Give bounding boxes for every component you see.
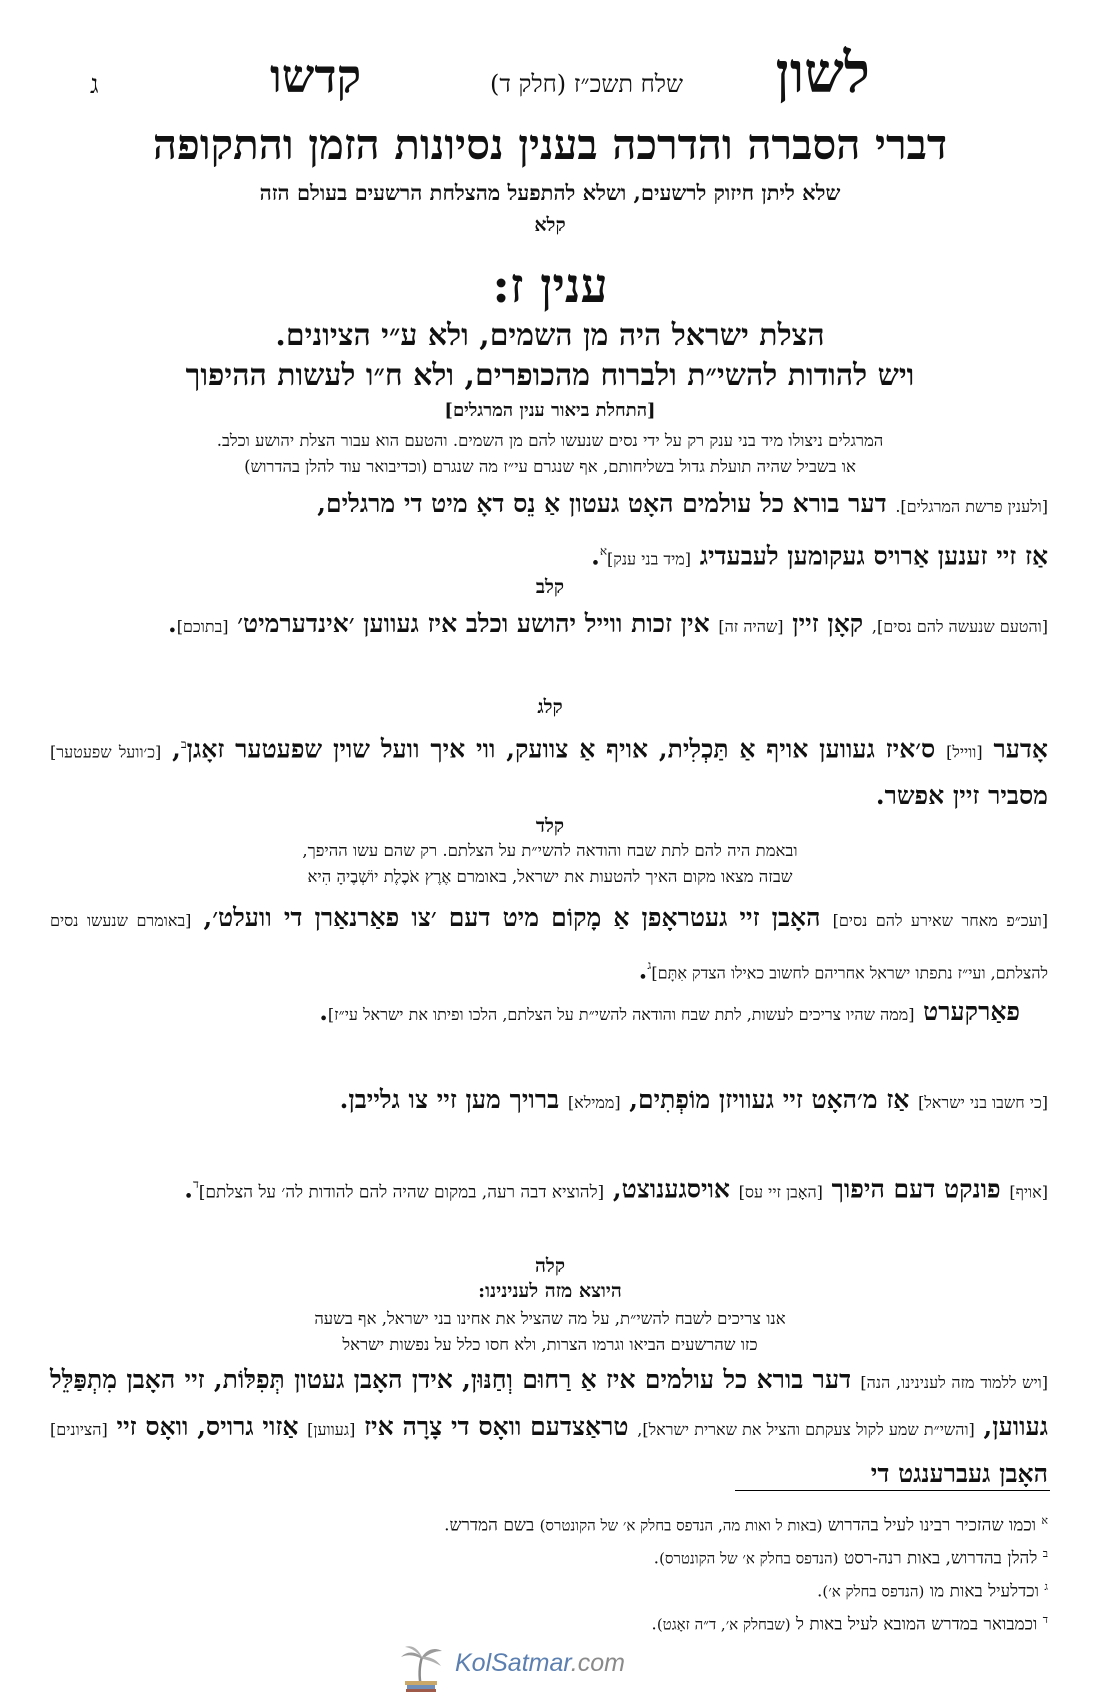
section-number: קלא: [534, 214, 566, 236]
footnote-ref[interactable]: א: [599, 544, 608, 558]
paragraph: [50, 990, 1048, 1037]
paragraph-text: ,: [161, 734, 181, 764]
palm-tree-books-icon: [395, 1643, 447, 1693]
paragraph-text: טראַצדעם וואָס די צָרָה איז: [355, 1412, 638, 1441]
logo-text: [455, 1649, 625, 1678]
footnote-mark: ג: [1044, 1580, 1048, 1593]
bracket-note: [אויף]: [1009, 1182, 1048, 1202]
paragraph-text: .: [184, 1174, 194, 1204]
header-word-left: קדשו: [270, 51, 362, 102]
paragraph-text: פאַרקערט: [914, 997, 1020, 1026]
paragraph-text: ברויך מען זיי צו גלייבן.: [339, 1085, 568, 1114]
footnote-bracket: (באות ל ואות מה, הנדפס בחלק א׳ של הקונטרס): [539, 1516, 823, 1535]
page-title: דברי הסברה והדרכה בענין נסיונות הזמן והתקופה: [152, 120, 948, 169]
paragraph-text: קאָן זיין: [783, 609, 872, 638]
header-parsha: שלח תשכ״ז (חלק ד): [490, 70, 684, 98]
summary-line: שבזה מצאו מקום האיך להטעות את ישראל, באומרם אֶרֶץ אֹכֶלֶת יוֹשְׁבֶיהָ הִיא: [307, 867, 793, 886]
summary-line: המרגלים ניצולו מיד בני ענק רק על ידי נסים שנעשו להם מן השמים. והטעם הוא עבור הצלת יהושע וכלב.: [216, 431, 884, 450]
paragraph-text: אָדער: [982, 734, 1048, 764]
footnote-bracket: (שבחלק א׳, ד״ה זאָגט): [656, 1615, 791, 1634]
footnote-text: .: [653, 1548, 660, 1569]
heading-line-1: הצלת ישראל היה מן השמים, ולא ע״י הציונים.: [275, 318, 825, 353]
bracket-note: [והשי״ת שמע לקול צעקתם והציל את שארית ישראל],: [637, 1420, 975, 1439]
bracket-note: [ווייל]: [946, 742, 983, 762]
footnote: [60, 1541, 1048, 1572]
conclusion-title: היוצא מזה לענינינו:: [478, 1280, 622, 1302]
paragraph: [50, 482, 1048, 581]
section-number: קלב: [535, 576, 565, 598]
summary-box: [60, 838, 1040, 890]
bracket-title: [התחלת ביאור ענין המרגלים]: [444, 400, 656, 421]
bracket-note: [שהיה זה]: [718, 617, 784, 636]
footnote-text: .: [817, 1581, 823, 1602]
paragraph-text: אַז זיי זענען אַרויס געקומען לעבעדיג: [691, 541, 1048, 571]
bracket-note: [ויש ללמוד מזה לענינינו, הנה]: [860, 1373, 1048, 1392]
footnote-ref[interactable]: ב: [180, 737, 187, 751]
bracket-note: [ולענין פרשת המרגלים].: [895, 497, 1048, 516]
bracket-note: [להוציא דבה רעה, במקום שהיה להם להודות לה׳ על הצלתם]: [198, 1182, 605, 1203]
paragraph-text: ס׳איז געווען אויף אַ תַּכְלִית, אויף אַ צוועק, ווי איך וועל שוין שפעטער זאָגן: [186, 734, 947, 764]
summary-box: [60, 1306, 1040, 1358]
bracket-note: [כ׳וועל שפעטער]: [50, 742, 162, 762]
bracket-note: [ממילא]: [567, 1093, 621, 1112]
bracket-note: [ממה שהיו צריכים לעשות, לתת שבח והודאה להשי״ת על הצלתם, הלכו ופיתו את ישראל עי״ז]: [327, 1005, 915, 1024]
footnote: [60, 1574, 1048, 1605]
section-number: קלג: [537, 696, 563, 718]
paragraph-text: .: [591, 541, 600, 571]
footnote-ref[interactable]: ד: [193, 1177, 199, 1191]
footnote-text: וכדלעיל באות מו: [924, 1581, 1039, 1602]
logo-suffix: .com: [570, 1649, 625, 1677]
bracket-note: [האָבן זיי עס]: [738, 1182, 823, 1202]
footnote-text: וכמו שהזכיר רבינו לעיל בהדרוש: [822, 1515, 1036, 1536]
footnote-ref[interactable]: ג: [647, 958, 652, 972]
paragraph-text: מסביר זיין אפשר.: [875, 781, 1048, 811]
heading-line-2: ויש להודות להשי״ת ולברוח מהכופרים, ולא ח״ו לעשות ההיפוך: [185, 358, 915, 393]
bracket-note: [מיד בני ענק]: [607, 549, 692, 569]
footnote-bracket: (הנדפס בחלק א׳ של הקונטרס): [659, 1549, 839, 1568]
header-word-right: לשון: [775, 43, 870, 105]
page-number: ג: [90, 70, 99, 100]
paragraph-text: פונקט דעם היפוך: [822, 1174, 1010, 1204]
paragraph-text: .: [167, 609, 177, 638]
footnote-text: וכמבואר במדרש המובא לעיל באות ל: [790, 1614, 1038, 1635]
bracket-note: [כי חשבו בני ישראל]: [918, 1093, 1048, 1112]
paragraph-text: אַז מ׳האָט זיי געוויזן מוֹפְתִים,: [620, 1085, 919, 1114]
footnote: [60, 1508, 1048, 1539]
bracket-note: [באומרם שנעשו נסים להצלתם, ועי״ז נתפתו ישראל אחריהם לחשוב כאילו הצדק אִתָּם]: [50, 911, 1048, 983]
kolsatmar-logo[interactable]: [395, 1643, 635, 1693]
chapter-heading: ענין ז:: [492, 258, 608, 314]
footnote-text: בשם המדרש.: [444, 1515, 540, 1536]
footnote-bracket: (הנדפס בחלק א׳): [822, 1582, 925, 1601]
paragraph-text: האָבן געברענגט די: [870, 1459, 1048, 1488]
footnote: [60, 1607, 1048, 1638]
section-number: קלה: [535, 1255, 565, 1277]
bracket-note: [ועכ״פ מאחר שאירע להם נסים]: [832, 911, 1048, 930]
footnote-mark: ד: [1042, 1613, 1048, 1626]
paragraph-text: דער בורא כל עולמים איז אַ רַחוּם וְחַנּוּן, אידן האָבן געטון תְּפִלּוֹת, זיי האָבן מִתְפַּלֵּל געווען,: [50, 1365, 1048, 1441]
summary-line: כזו שהרשעים הביאו וגרמו הצרות, ולא חסו כלל על נפשות ישראל: [342, 1335, 758, 1354]
summary-line: ובאמת היה להם לתת שבח והודאה להשי״ת על הצלתם. רק שהם עשו ההיפך,: [302, 841, 798, 860]
bracket-note: [הציונים]: [50, 1420, 108, 1439]
paragraph-text: האָבן זיי געטראָפן אַ מָקוֹם מיט דעם ׳צו פאַרנאַרן די וועלט׳,: [191, 903, 833, 932]
bracket-note: [והטעם שנעשה להם נסים],: [871, 617, 1048, 636]
paragraph: [50, 1162, 1048, 1214]
paragraph-text: אין זכות ווייל יהושע וכלב איז געווען ׳אינדערמיט׳: [228, 609, 719, 638]
paragraph-text: .: [319, 997, 328, 1026]
bracket-note: [געווען]: [307, 1420, 356, 1439]
footnote-mark: ב: [1042, 1547, 1048, 1560]
footnote-mark: א: [1041, 1514, 1048, 1527]
bracket-note: [בתוכם]: [176, 617, 229, 636]
summary-box: [60, 428, 1040, 480]
summary-line: אנו צריכים לשבח להשי״ת, על מה שהציל את אחינו בני ישראל, אף בשעה: [314, 1309, 786, 1328]
running-header: [60, 40, 1040, 110]
paragraph-text: .: [638, 955, 648, 985]
footnote-text: להלן בהדרוש, באות רנה-רסט: [838, 1548, 1038, 1569]
paragraph-text: אַזוי גרויס, וואָס זיי: [107, 1412, 308, 1441]
footnote-text: .: [651, 1614, 657, 1635]
paragraph-text: דער בורא כל עולמים האָט געטון אַ נֵס דאָ מיט די מרגלים,: [317, 489, 896, 518]
section-number: קלד: [535, 815, 565, 837]
paragraph-text: אויסגענוצט,: [604, 1174, 739, 1204]
summary-line: או בשביל שהיה תועלת גדול בשליחותם, אף שנגרם עי״ז מה שנגרם (וכדיבואר עוד להלן בהדרוש): [244, 457, 856, 476]
footnote-divider: [735, 1490, 1050, 1491]
paragraph: [50, 722, 1048, 818]
paragraph: [50, 1078, 1048, 1125]
logo-name: KolSatmar: [455, 1649, 571, 1677]
paragraph: [50, 1358, 1048, 1496]
paragraph: [50, 602, 1048, 649]
page-subtitle: שלא ליתן חיזוק לרשעים, ושלא להתפעל מהצלחת הרשעים בעולם הזה: [259, 180, 841, 205]
paragraph: [50, 896, 1048, 995]
